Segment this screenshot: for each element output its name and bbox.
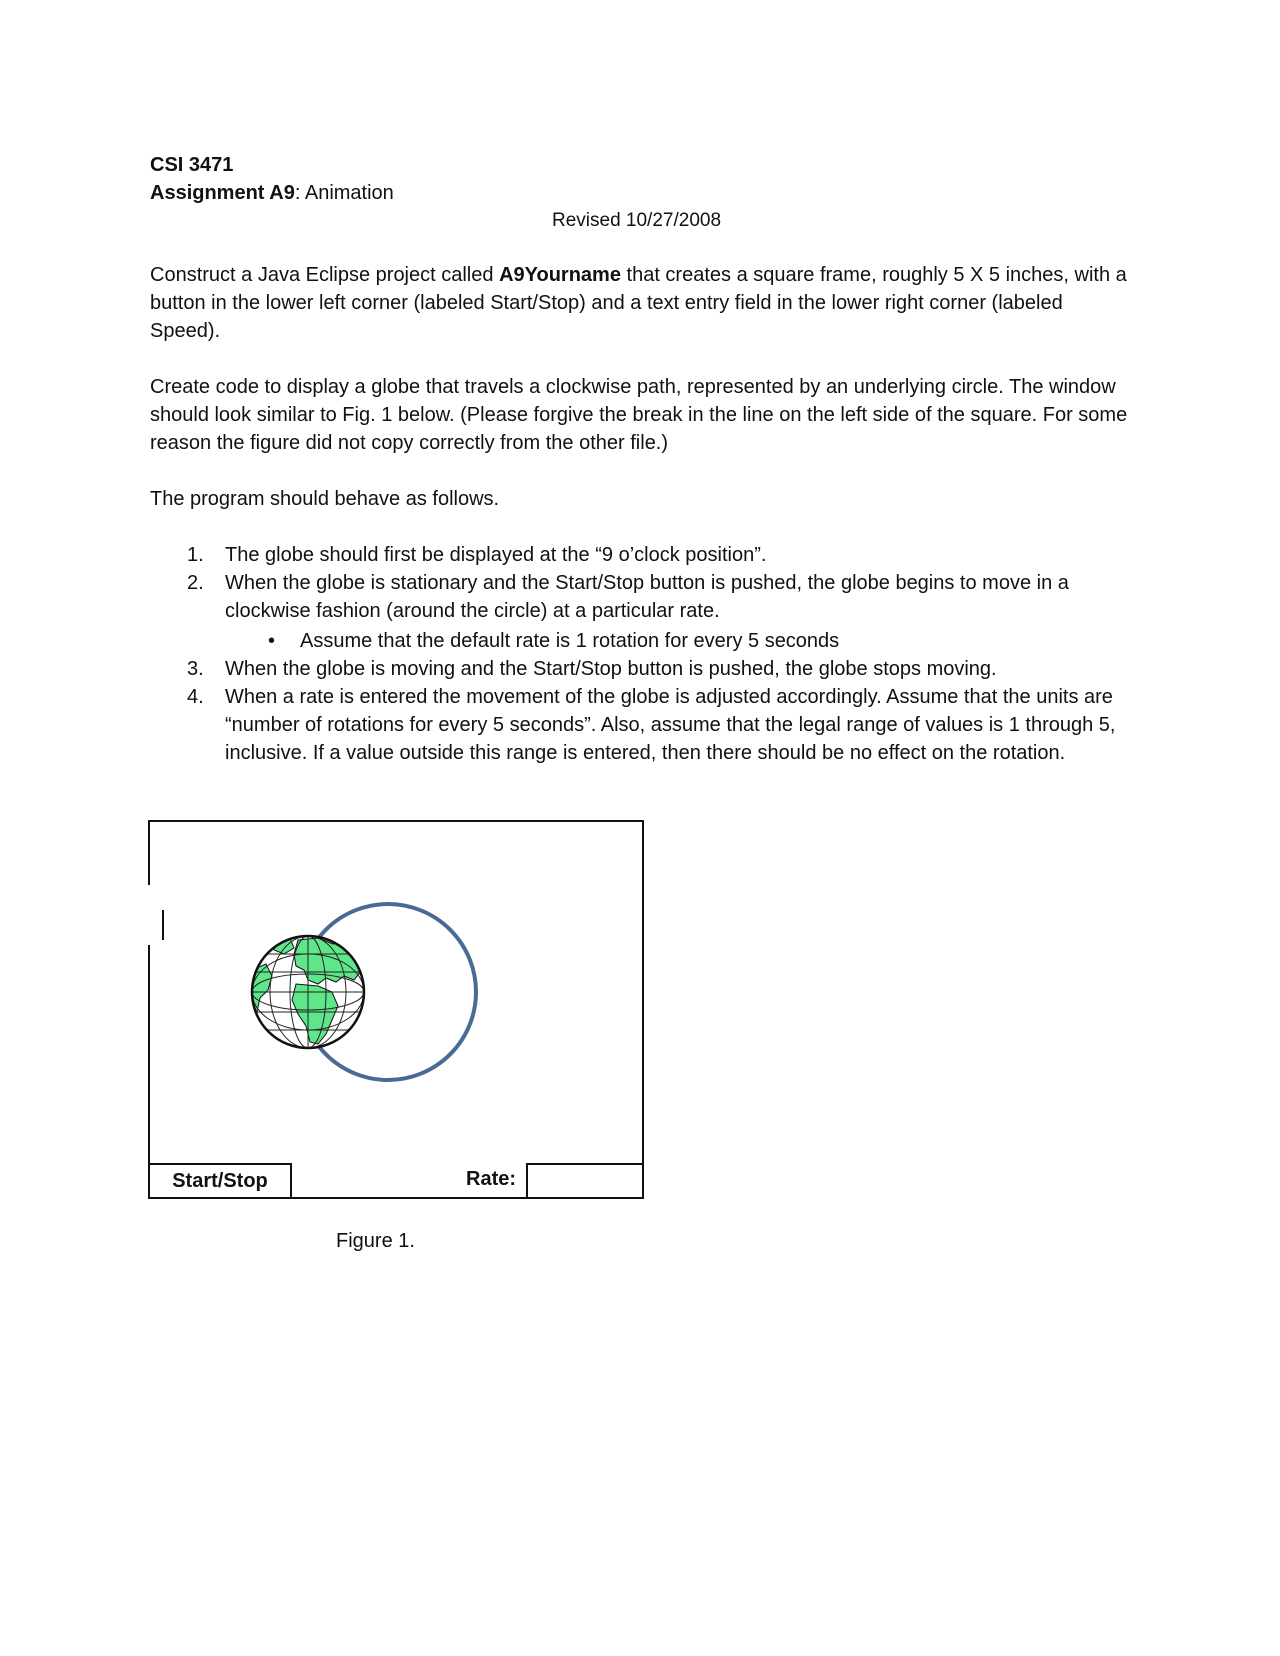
bullet-icon: • [268, 630, 276, 652]
rate-input[interactable] [526, 1163, 644, 1199]
intro-paragraph [150, 261, 1130, 345]
list-number: 4. [187, 686, 204, 708]
assignment-label: Assignment A9 [150, 182, 295, 204]
assignment-separator: : [294, 182, 301, 204]
intro-text-after: that creates a square frame, roughly 5 X 5 inches, with a button in the lower left corner (labeled Start/Stop) and a text entry field in the lower right corner (labeled Speed). [150, 264, 1127, 342]
list-text: When the globe is stationary and the Start/Stop button is pushed, the globe begins to move in a clockwise fashion (around the circle) at a particular rate. [225, 572, 1069, 622]
list-number: 3. [187, 658, 204, 680]
intro-text-before: Construct a Java Eclipse project called [150, 264, 500, 286]
list-text: When a rate is entered the movement of the globe is adjusted accordingly. Assume that the units are “number of rotations for every 5 seconds”. Also, assume that the legal range of values is 1 through 5, inclusive. If a value outside this range is entered, then there should be no effect on the rotation. [225, 686, 1116, 764]
start-stop-button[interactable]: Start/Stop [148, 1163, 292, 1199]
list-number: 1. [187, 544, 204, 566]
course-code: CSI 3471 [150, 154, 234, 176]
project-name: A9Yourname [499, 264, 621, 286]
list-text: When the globe is moving and the Start/Stop button is pushed, the globe stops moving. [225, 658, 997, 680]
assignment-heading [150, 179, 394, 207]
globe-icon [248, 936, 364, 1048]
list-number: 2. [187, 572, 204, 594]
globe-paragraph: Create code to display a globe that travels a clockwise path, represented by an underlying circle. The window should look similar to Fig. 1 below. (Please forgive the break in the line on the left side of the square. For some reason the figure did not copy correctly from the other file.) [150, 376, 1128, 454]
list-text: The globe should first be displayed at the “9 o’clock position”. [225, 544, 767, 566]
behavior-intro: The program should behave as follows. [150, 488, 500, 510]
assignment-title: Animation [300, 182, 394, 204]
revised-date: Revised 10/27/2008 [552, 210, 722, 231]
figure-canvas [148, 820, 644, 1160]
bullet-text: Assume that the default rate is 1 rotation for every 5 seconds [300, 630, 840, 652]
figure-caption: Figure 1. [336, 1230, 415, 1252]
rate-label: Rate: [466, 1168, 517, 1190]
